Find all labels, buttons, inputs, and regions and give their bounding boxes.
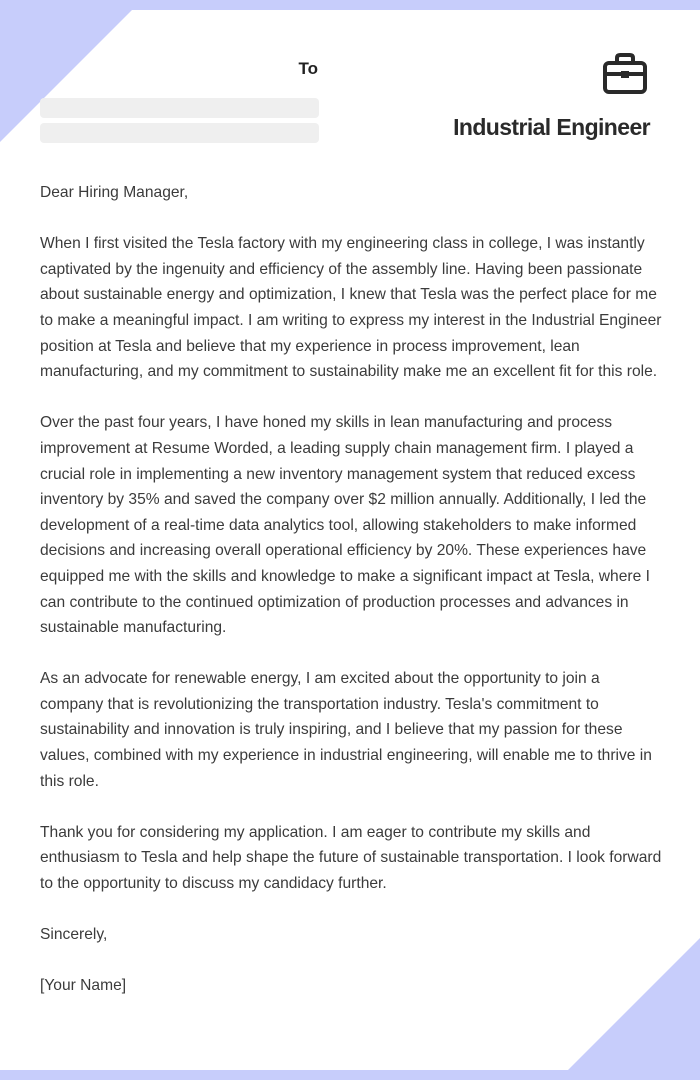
recipient-placeholder-line [40, 123, 319, 143]
job-title: Industrial Engineer [453, 114, 650, 140]
letter-paragraph: As an advocate for renewable energy, I am excited about the opportunity to join a company that is revolutionizing the transportation industry. Tesla's commitment to sustainability and innovation is truly inspiring, and I believe that my passion for these values, combined with my experience in industrial engineering, will enable me to thrive in this role. [40, 670, 652, 790]
closing: Sincerely, [40, 926, 108, 944]
letter-body [40, 180, 662, 1025]
letter-page [0, 10, 700, 1070]
to-label: To [298, 59, 318, 78]
letter-paragraph: Over the past four years, I have honed my skills in lean manufacturing and process improvement at Resume Worded, a leading supply chain management firm. I played a crucial role in implementing a new inventory management system that reduced excess inventory by 35% and saved the company over $2 million annually. Additionally, I led the development of a real-time data analytics tool, allowing stakeholders to make informed decisions and increasing overall operational efficiency by 20%. These experiences have equipped me with the skills and knowledge to make a significant impact at Tesla, where I can contribute to the continued optimization of production processes and advances in sustainable manufacturing. [40, 414, 650, 637]
briefcase-icon [603, 53, 647, 95]
greeting: Dear Hiring Manager, [40, 184, 189, 201]
recipient-placeholder-line [40, 98, 319, 118]
signature: [Your Name] [40, 977, 127, 995]
letter-paragraph: Thank you for considering my application. I am eager to contribute my skills and enthusiasm to Tesla and help shape the future of sustainable transportation. I look forward to the opportunity to discuss my candidacy further. [40, 823, 662, 893]
letter-paragraph: When I first visited the Tesla factory with my engineering class in college, I was instantly captivated by the ingenuity and efficiency of the assembly line. Having been passionate about sustainable energy and optimization, I knew that Tesla was the perfect place for me to make a meaningful impact. I am writing to express my interest in the Industrial Engineer position at Tesla and believe that my experience in process improvement, lean manufacturing, and my commitment to sustainability make me an excellent fit for this role. [40, 235, 662, 381]
